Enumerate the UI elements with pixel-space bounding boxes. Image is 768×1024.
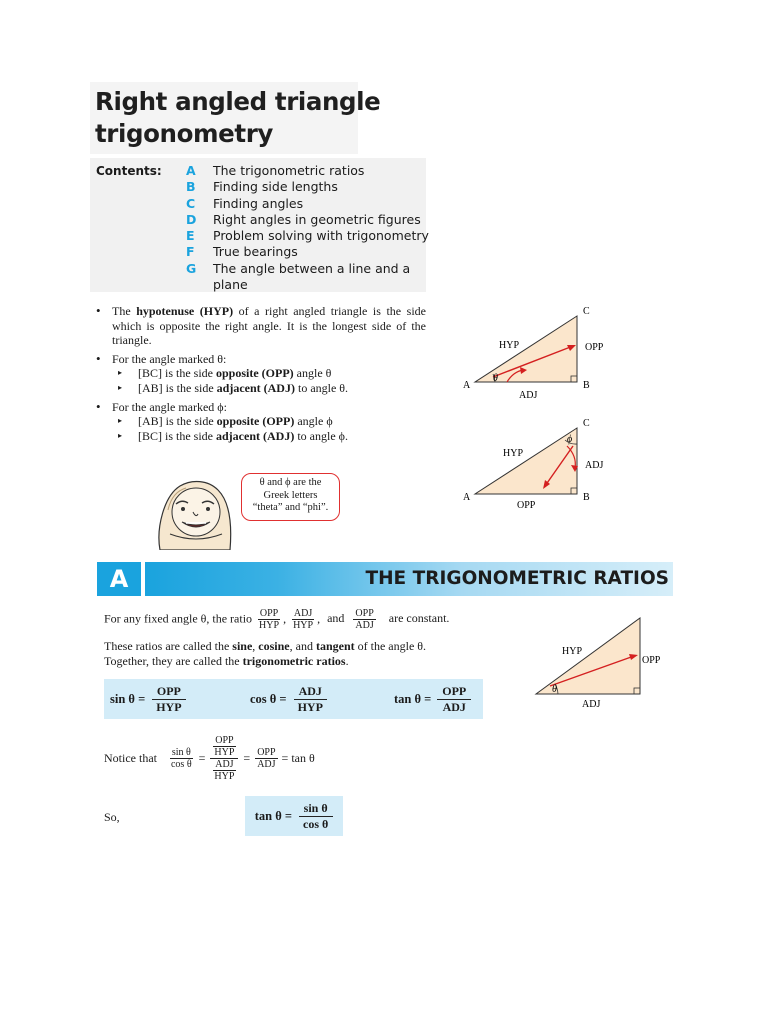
bullet-theta: • For the angle marked θ:	[96, 352, 426, 367]
cartoon-character-illustration	[146, 470, 246, 550]
notice-derivation: Notice that $\frac{\text{sin θ}}{\text{cos θ}}$ = $\frac{\frac{\text{OPP}}{\text{HYP}}}{\frac{\text{ADJ}}{\text{HYP}}}$ = $\frac{\text{OPP}}{\text{ADJ}}$ = tan θ	[104, 734, 315, 782]
compound-fraction: $\frac{\frac{\text{OPP}}{\text{HYP}}}{\frac{\text{ADJ}}{\text{HYP}}}$	[210, 735, 238, 782]
contents-label: Contents:	[96, 164, 162, 178]
sub-bullet: ▸ [BC] is the side adjacent (ADJ) to angle ϕ.	[96, 429, 426, 444]
section-title: THE TRIGONOMETRIC RATIOS	[365, 568, 669, 589]
list-item: B Finding side lengths	[186, 179, 338, 195]
phi-label: ϕ	[567, 434, 573, 445]
speech-bubble: θ and ϕ are the Greek letters “theta” and “phi”.	[241, 473, 340, 521]
theta-label: θ	[552, 684, 557, 695]
fraction: $\frac{\text{OPP}}{\text{ADJ}}$	[355, 608, 374, 631]
opp-label: OPP	[517, 500, 536, 511]
bullet-hypotenuse: • The hypotenuse (HYP) of a right angled triangle is the side which is opposite the right angle. It is the longest side of the triangle.	[96, 304, 426, 348]
intro-bullets	[96, 304, 426, 443]
triangle-figure-phi	[455, 412, 615, 516]
vertex-c-label: C	[583, 306, 590, 317]
sub-bullet: ▸ [AB] is the side adjacent (ADJ) to angle θ.	[96, 381, 426, 396]
triangle-figure-ratios	[520, 608, 680, 712]
list-item: F True bearings	[186, 244, 298, 260]
tan-identity-box: tan θ = $\frac{\text{sin θ}}{\text{cos θ}}$	[245, 796, 343, 836]
contents-list	[186, 163, 433, 293]
cosine-ratio: cos θ = $\frac{\text{ADJ}}{\text{HYP}}$	[250, 679, 328, 719]
hyp-label: HYP	[499, 340, 520, 351]
sub-bullet: ▸ [AB] is the side opposite (OPP) angle ϕ	[96, 414, 426, 429]
adj-label: ADJ	[582, 699, 601, 710]
list-item: C Finding angles	[186, 195, 304, 211]
opp-label: OPP	[642, 655, 661, 666]
opp-label: OPP	[585, 342, 604, 353]
bullet-phi: • For the angle marked ϕ:	[96, 400, 426, 415]
chapter-title: Right angled triangle trigonometry	[95, 87, 381, 148]
fraction: $\frac{\text{OPP}}{\text{HYP}}$	[259, 608, 280, 631]
vertex-a-label: A	[463, 380, 471, 391]
vertex-b-label: B	[583, 380, 590, 391]
ratio-names-line: These ratios are called the sine, cosine, and tangent of the angle θ.	[104, 639, 427, 653]
list-item: E Problem solving with trigonometry	[186, 228, 429, 244]
theta-label: θ	[493, 373, 498, 384]
section-bar	[145, 562, 673, 596]
fraction: $\frac{\text{sin θ}}{\text{cos θ}}$	[170, 746, 192, 770]
list-item: A The trigonometric ratios	[186, 163, 365, 178]
sub-bullet: ▸ [BC] is the side opposite (OPP) angle θ	[96, 366, 426, 381]
vertex-c-label: C	[583, 418, 590, 429]
triangle-figure-theta	[455, 300, 615, 400]
sine-ratio: sin θ = $\frac{\text{OPP}}{\text{HYP}}$	[110, 679, 187, 719]
tangent-ratio: tan θ = $\frac{\text{OPP}}{\text{ADJ}}$	[394, 679, 471, 719]
hyp-label: HYP	[562, 646, 583, 657]
ratio-intro-line: For any fixed angle θ, the ratio $\frac{\text{OPP}}{\text{HYP}}$ , $\frac{\text{ADJ}}{\text{HYP}}$ , and $\frac{\text{OPP}}{\text{ADJ}}$ are constant.	[104, 608, 450, 631]
fraction: $\frac{\text{OPP}}{\text{ADJ}}$	[257, 746, 276, 770]
so-label: So,	[104, 810, 120, 824]
fraction: $\frac{\text{ADJ}}{\text{HYP}}$	[293, 608, 314, 631]
ratio-collective-line: Together, they are called the trigonometric ratios.	[104, 654, 349, 668]
section-letter: A	[97, 562, 141, 596]
vertex-b-label: B	[583, 492, 590, 503]
section-header	[97, 562, 673, 596]
hyp-label: HYP	[503, 448, 524, 459]
adj-label: ADJ	[519, 390, 538, 400]
vertex-a-label: A	[463, 492, 471, 503]
adj-label: ADJ	[585, 460, 604, 471]
list-item: D Right angles in geometric figures	[186, 211, 421, 227]
ratio-definitions-box	[104, 679, 483, 719]
list-item: G The angle between a line and a plane	[186, 260, 411, 293]
